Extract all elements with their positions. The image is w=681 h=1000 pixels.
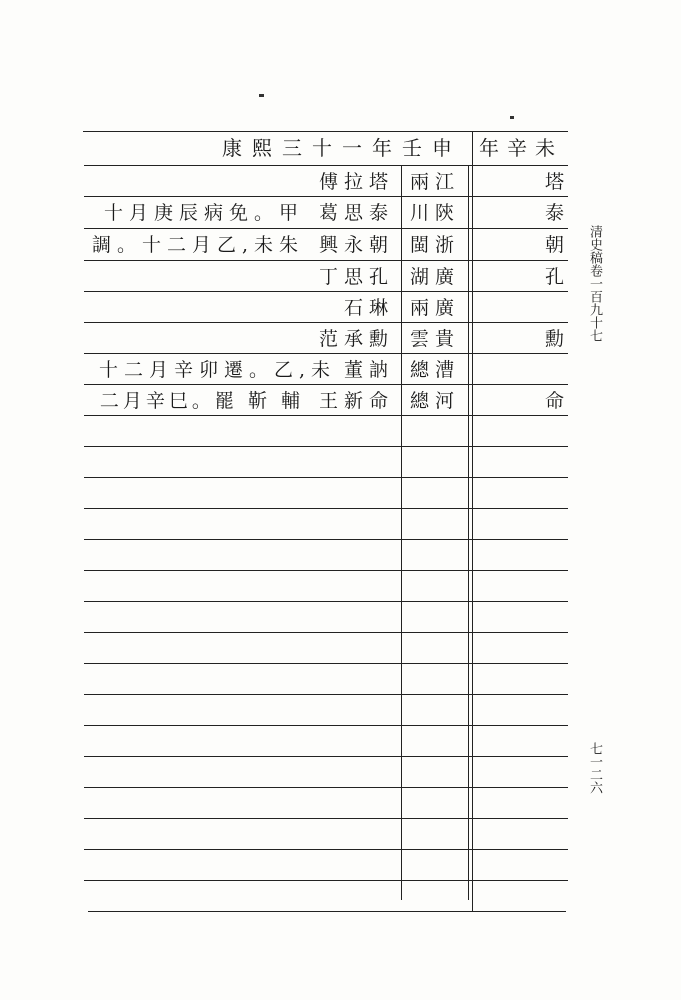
row-rule: [84, 601, 568, 602]
row-right-entry: 朝: [544, 234, 564, 256]
row-rule: [84, 849, 568, 850]
row-right-entry: 泰: [544, 202, 564, 224]
book-title: 清史稿卷一百九十七: [587, 224, 602, 342]
row-names: 葛思泰: [318, 202, 394, 224]
row-note: 十月庚辰病免。甲: [103, 202, 304, 224]
row-rule: [84, 165, 568, 166]
row-rule: [84, 228, 568, 229]
row-names: 董訥: [343, 359, 394, 381]
top-rule: [83, 131, 568, 132]
row-names: 丁思孔: [318, 266, 394, 288]
row-note: 調。十二月乙,未朱: [91, 234, 304, 256]
header-right-label: 年辛未: [479, 136, 563, 160]
row-right-entry: [478, 355, 564, 385]
row-names: 范承勳: [318, 328, 394, 350]
row-rule: [84, 446, 568, 447]
row-rule: [84, 663, 568, 664]
row-region: 總漕: [409, 359, 460, 381]
header-year-label: 康熙三十一年壬申: [222, 136, 462, 160]
row-right-entry: 命: [544, 390, 564, 412]
row-region: 川陝: [409, 202, 460, 224]
row-region: 兩廣: [409, 297, 460, 319]
row-rule: [84, 632, 568, 633]
row-rule: [84, 539, 568, 540]
row-rule: [84, 756, 568, 757]
page-number: 七一二六: [587, 742, 602, 794]
row-region: 兩江: [409, 171, 460, 193]
row-right-entry: 勳: [544, 328, 564, 350]
row-right-entry: 孔: [544, 266, 564, 288]
row-rule: [84, 694, 568, 695]
row-note: 十二月辛卯遷。乙,未: [98, 359, 336, 381]
row-rule: [84, 880, 568, 881]
row-names: 傅拉塔: [318, 171, 394, 193]
row-rule: [84, 477, 568, 478]
row-note: 二月辛巳。罷 靳 輔: [99, 390, 304, 412]
row-rule: [84, 818, 568, 819]
bottom-rule: [88, 911, 566, 912]
row-rule: [84, 787, 568, 788]
row-rule: [84, 725, 568, 726]
row-region: 總河: [409, 390, 460, 412]
print-speck: [259, 94, 264, 97]
row-names: 興永朝: [318, 234, 394, 256]
print-speck: [510, 116, 514, 119]
row-rule: [84, 508, 568, 509]
column-divider-right: [472, 131, 473, 911]
row-region: 湖廣: [409, 266, 460, 288]
row-region: 閩浙: [409, 234, 460, 256]
row-names: 石琳: [343, 297, 394, 319]
row-rule: [84, 570, 568, 571]
row-right-entry: 塔: [544, 171, 564, 193]
row-rule: [84, 260, 568, 261]
column-divider-middle: [468, 165, 469, 900]
row-region: 雲貴: [409, 328, 460, 350]
row-right-entry: [478, 293, 564, 323]
row-names: 王新命: [318, 390, 394, 412]
column-divider-left: [401, 165, 402, 900]
